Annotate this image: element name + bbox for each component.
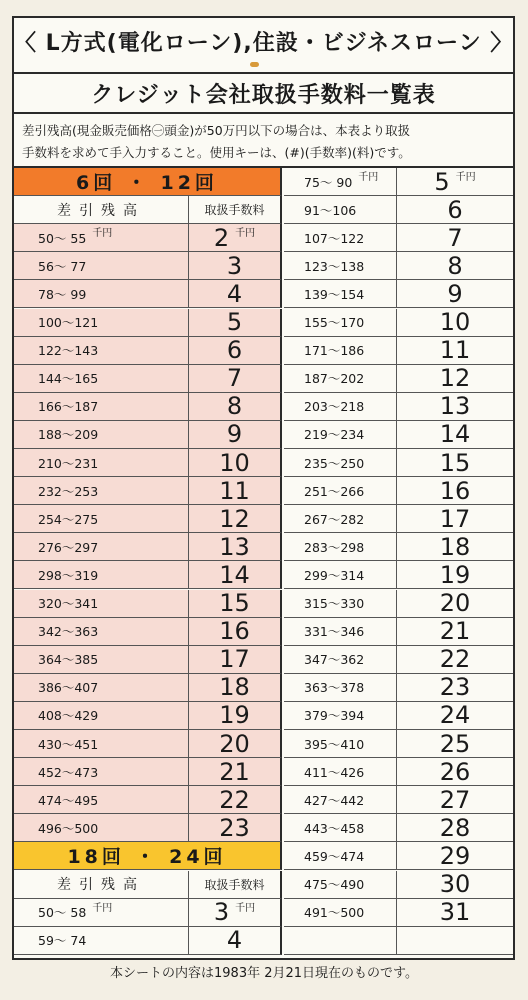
fee-cell-text: 12	[219, 504, 250, 533]
fee-cell-text: 9	[447, 279, 463, 308]
fee-cell-text: 26	[439, 757, 471, 786]
table-title: クレジット会社取扱手数料一覧表	[14, 72, 513, 112]
column-header-fee-text: 取扱手数料	[204, 203, 265, 218]
balance-range-cell	[14, 730, 189, 758]
balance-range-cell-text: 155～170	[304, 315, 365, 330]
balance-range-cell	[284, 168, 397, 196]
fee-cell-text: 8	[226, 392, 243, 421]
fee-cell-text: 13	[219, 532, 250, 561]
fee-grid	[14, 166, 513, 961]
fee-cell	[397, 309, 513, 337]
fee-cell	[189, 505, 282, 533]
fee-cell-text: 20	[439, 589, 471, 617]
fee-cell-text: 6	[226, 336, 243, 365]
balance-range-cell-text: 232～253	[38, 483, 99, 499]
fee-cell-text: 18	[439, 532, 471, 561]
balance-range-cell-text: 430～451	[38, 736, 99, 752]
balance-range-cell	[14, 899, 189, 927]
fee-cell-text: 11	[439, 336, 471, 365]
balance-range-cell-text: 56～ 77	[38, 258, 87, 274]
balance-range-cell-text: 50～ 55	[38, 230, 87, 246]
fee-cell	[189, 899, 282, 927]
fee-cell-text: 5	[226, 308, 243, 336]
fee-cell-text: 10	[219, 448, 250, 477]
balance-range-cell-text: 298～319	[38, 567, 99, 583]
balance-range-cell-text: 411～426	[304, 764, 365, 780]
balance-range-cell-text: 474～495	[38, 792, 99, 808]
fee-cell-text: 8	[447, 251, 463, 280]
fee-cell-text: 31	[439, 898, 471, 927]
fee-cell-text: 23	[439, 673, 471, 702]
unit-label: 千円	[358, 172, 379, 183]
balance-range-cell	[14, 309, 189, 337]
balance-range-cell-text: 299～314	[304, 567, 365, 583]
balance-range-cell-text: 188～209	[38, 427, 99, 443]
fee-cell-text: 16	[439, 476, 471, 505]
balance-range-cell	[14, 618, 189, 646]
empty-cell	[284, 927, 397, 955]
balance-range-cell-text: 496～500	[38, 820, 99, 836]
fee-table-card	[12, 16, 515, 960]
fee-cell	[189, 758, 282, 786]
fee-cell	[397, 449, 513, 477]
unit-label: 千円	[92, 228, 113, 240]
fee-cell	[189, 533, 282, 561]
balance-range-cell-text: 122～143	[38, 343, 99, 359]
note-line-1: 差引残高(現金販売価格㊀頭金)が50万円以下の場合は、本表より取扱	[22, 123, 411, 138]
fee-cell	[189, 449, 282, 477]
balance-range-cell	[284, 674, 397, 702]
fee-cell	[189, 814, 282, 842]
unit-label: 千円	[235, 228, 256, 240]
column-header-fee	[189, 196, 282, 224]
balance-range-cell	[14, 533, 189, 561]
fee-cell-text: 4	[226, 926, 243, 955]
pin-dot-icon	[250, 62, 259, 67]
fee-cell-text: 14	[439, 420, 471, 449]
balance-range-cell	[14, 927, 189, 955]
balance-range-cell	[14, 786, 189, 814]
fee-cell	[189, 224, 282, 252]
balance-range-cell-text: 408～429	[38, 708, 99, 724]
balance-range-cell	[284, 561, 397, 589]
fee-cell	[189, 337, 282, 365]
fee-cell	[397, 814, 513, 842]
fee-cell	[189, 365, 282, 393]
balance-range-cell	[284, 590, 397, 618]
balance-range-cell	[284, 449, 397, 477]
fee-cell-text: 17	[439, 504, 471, 533]
fee-cell	[189, 730, 282, 758]
balance-range-cell-text: 331～346	[304, 624, 365, 640]
fee-cell	[397, 674, 513, 702]
fee-cell-text: 4	[226, 279, 243, 308]
balance-range-cell	[284, 421, 397, 449]
balance-range-cell	[14, 814, 189, 842]
balance-range-cell	[284, 899, 397, 927]
balance-range-cell-text: 443～458	[304, 820, 365, 836]
balance-range-cell-text: 50～ 58	[38, 905, 87, 921]
fee-cell-text: 19	[219, 701, 250, 730]
balance-range-cell	[14, 505, 189, 533]
fee-cell-text: 30	[439, 870, 471, 898]
fee-cell	[397, 646, 513, 674]
balance-range-cell-text: 364～385	[38, 652, 99, 668]
fee-cell	[397, 730, 513, 758]
balance-range-cell	[284, 477, 397, 505]
balance-range-cell-text: 386～407	[38, 680, 99, 696]
fee-cell-text: 7	[226, 364, 243, 393]
section-header-6-12	[14, 168, 282, 196]
balance-range-cell-text: 475～490	[304, 877, 365, 892]
unit-label: 千円	[455, 172, 476, 183]
section-header-18-24	[14, 842, 282, 870]
balance-range-cell	[284, 618, 397, 646]
balance-range-cell	[284, 224, 397, 252]
fee-cell-text: 27	[439, 785, 471, 814]
balance-range-cell	[14, 365, 189, 393]
fee-cell	[397, 561, 513, 589]
fee-cell	[189, 674, 282, 702]
balance-range-cell-text: 78～ 99	[38, 286, 87, 302]
balance-range-cell	[284, 309, 397, 337]
fee-cell	[189, 561, 282, 589]
balance-range-cell	[14, 477, 189, 505]
balance-range-cell-text: 315～330	[304, 596, 365, 611]
section-header-18-24-text: 18回 ・ 24回	[67, 846, 227, 869]
balance-range-cell	[284, 280, 397, 308]
balance-range-cell-text: 491～500	[304, 905, 365, 921]
column-header-fee	[189, 871, 282, 899]
fee-cell-text: 19	[439, 560, 471, 589]
balance-range-cell-text: 347～362	[304, 652, 365, 668]
balance-range-cell	[284, 702, 397, 730]
fee-cell	[189, 702, 282, 730]
balance-range-cell-text: 100～121	[38, 315, 99, 330]
fee-cell	[189, 927, 282, 955]
balance-range-cell	[14, 252, 189, 280]
fee-cell-text: 24	[439, 701, 471, 730]
fee-cell-text: 20	[219, 729, 250, 758]
fee-cell-text: 22	[439, 645, 471, 674]
fee-cell-text: 22	[219, 785, 250, 814]
balance-range-cell-text: 276～297	[38, 539, 99, 555]
balance-range-cell-text: 342～363	[38, 624, 99, 640]
balance-range-cell-text: 166～187	[38, 399, 99, 415]
fee-cell-text: 9	[226, 420, 243, 449]
balance-range-cell-text: 427～442	[304, 792, 365, 808]
column-header-balance-text: 差引残高	[57, 877, 145, 893]
balance-range-cell-text: 210～231	[38, 455, 99, 471]
balance-range-cell-text: 267～282	[304, 511, 365, 527]
fee-cell	[189, 280, 282, 308]
section-header-6-12-text: 6回 ・ 12回	[76, 172, 218, 194]
card-title: 〈 L方式(電化ローン),住設・ビジネスローン 〉	[14, 31, 514, 56]
fee-cell-text: 5	[434, 167, 450, 196]
fee-cell	[397, 365, 513, 393]
fee-cell	[397, 477, 513, 505]
fee-cell	[397, 590, 513, 618]
footer-note: 本シートの内容は1983年 2月21日現在のものです。	[110, 966, 418, 981]
fee-cell	[397, 505, 513, 533]
balance-range-cell-text: 320～341	[38, 596, 99, 611]
balance-range-cell	[14, 280, 189, 308]
balance-range-cell	[284, 814, 397, 842]
balance-range-cell-text: 144～165	[38, 371, 99, 387]
fee-cell-text: 17	[219, 645, 250, 674]
fee-cell-text: 12	[439, 364, 471, 393]
fee-cell-text: 10	[439, 308, 471, 336]
fee-cell	[189, 477, 282, 505]
fee-cell	[189, 393, 282, 421]
balance-range-cell	[284, 196, 397, 224]
balance-range-cell-text: 107～122	[304, 230, 365, 246]
usage-note	[14, 112, 513, 168]
fee-cell	[189, 786, 282, 814]
note-line-2: 手数料を求めて手入力すること。使用キーは、(#)(手数率)(料)です。	[22, 145, 411, 160]
balance-range-cell-text: 139～154	[304, 286, 365, 302]
fee-cell-text: 18	[219, 673, 250, 702]
fee-cell	[397, 280, 513, 308]
balance-range-cell	[284, 730, 397, 758]
balance-range-cell-text: 219～234	[304, 427, 365, 443]
balance-range-cell-text: 363～378	[304, 680, 365, 696]
fee-cell-text: 7	[447, 223, 463, 252]
column-header-balance-text: 差引残高	[57, 202, 145, 219]
fee-cell	[397, 421, 513, 449]
fee-cell-text: 25	[439, 729, 471, 758]
fee-cell	[397, 196, 513, 224]
balance-range-cell	[284, 252, 397, 280]
balance-range-cell	[14, 561, 189, 589]
fee-cell	[397, 533, 513, 561]
fee-cell	[397, 168, 513, 196]
fee-cell	[189, 618, 282, 646]
balance-range-cell-text: 283～298	[304, 539, 365, 555]
fee-cell-text: 29	[439, 841, 471, 870]
balance-range-cell	[14, 646, 189, 674]
fee-cell	[397, 252, 513, 280]
fee-cell	[397, 224, 513, 252]
balance-range-cell	[14, 337, 189, 365]
fee-cell	[189, 252, 282, 280]
fee-cell	[397, 842, 513, 870]
fee-cell-text: 11	[219, 476, 250, 505]
balance-range-cell	[284, 842, 397, 870]
fee-cell	[189, 309, 282, 337]
balance-range-cell	[284, 505, 397, 533]
balance-range-cell	[284, 871, 397, 899]
fee-cell-text: 13	[439, 392, 471, 421]
balance-range-cell	[14, 224, 189, 252]
fee-cell-text: 15	[219, 589, 250, 617]
balance-range-cell	[284, 758, 397, 786]
balance-range-cell-text: 254～275	[38, 511, 99, 527]
balance-range-cell-text: 452～473	[38, 764, 99, 780]
balance-range-cell	[14, 702, 189, 730]
fee-cell-text: 16	[219, 617, 250, 646]
balance-range-cell	[284, 646, 397, 674]
balance-range-cell-text: 395～410	[304, 736, 365, 752]
fee-cell	[189, 646, 282, 674]
fee-cell	[397, 618, 513, 646]
unit-label: 千円	[235, 902, 256, 914]
balance-range-cell	[284, 533, 397, 561]
fee-cell-text: 23	[219, 813, 250, 842]
balance-range-cell	[284, 786, 397, 814]
column-header-fee-text: 取扱手数料	[204, 877, 265, 892]
balance-range-cell-text: 59～ 74	[38, 933, 87, 949]
balance-range-cell-text: 235～250	[304, 455, 365, 471]
fee-cell-text: 3	[213, 898, 230, 927]
balance-range-cell-text: 459～474	[304, 848, 365, 864]
balance-range-cell	[14, 421, 189, 449]
balance-range-cell-text: 203～218	[304, 399, 365, 415]
fee-cell	[397, 702, 513, 730]
balance-range-cell	[284, 393, 397, 421]
balance-range-cell-text: 251～266	[304, 483, 365, 499]
balance-range-cell-text: 187～202	[304, 371, 365, 387]
fee-cell-text: 21	[439, 617, 471, 646]
balance-range-cell-text: 171～186	[304, 343, 365, 359]
balance-range-cell-text: 379～394	[304, 708, 365, 724]
fee-cell	[397, 393, 513, 421]
balance-range-cell	[14, 674, 189, 702]
balance-range-cell	[284, 365, 397, 393]
fee-cell-text: 21	[219, 757, 250, 786]
fee-cell	[397, 871, 513, 899]
balance-range-cell	[14, 449, 189, 477]
balance-range-cell-text: 91～106	[304, 202, 357, 218]
unit-label: 千円	[92, 902, 113, 914]
fee-cell-text: 15	[439, 448, 471, 477]
balance-range-cell-text: 123～138	[304, 258, 365, 274]
balance-range-cell	[14, 590, 189, 618]
empty-cell	[397, 927, 513, 955]
balance-range-cell	[14, 393, 189, 421]
fee-cell	[189, 590, 282, 618]
fee-cell	[397, 899, 513, 927]
fee-cell-text: 2	[213, 223, 230, 252]
fee-cell	[397, 758, 513, 786]
fee-cell	[397, 786, 513, 814]
fee-cell-text: 28	[439, 813, 471, 842]
balance-range-cell	[284, 337, 397, 365]
fee-cell-text: 6	[447, 195, 463, 224]
column-header-balance	[14, 196, 189, 224]
fee-cell	[397, 337, 513, 365]
balance-range-cell	[14, 758, 189, 786]
fee-cell-text: 3	[226, 251, 243, 280]
fee-cell-text: 14	[219, 560, 250, 589]
balance-range-cell-text: 75～ 90	[304, 174, 353, 190]
column-header-balance	[14, 871, 189, 899]
fee-cell	[189, 421, 282, 449]
